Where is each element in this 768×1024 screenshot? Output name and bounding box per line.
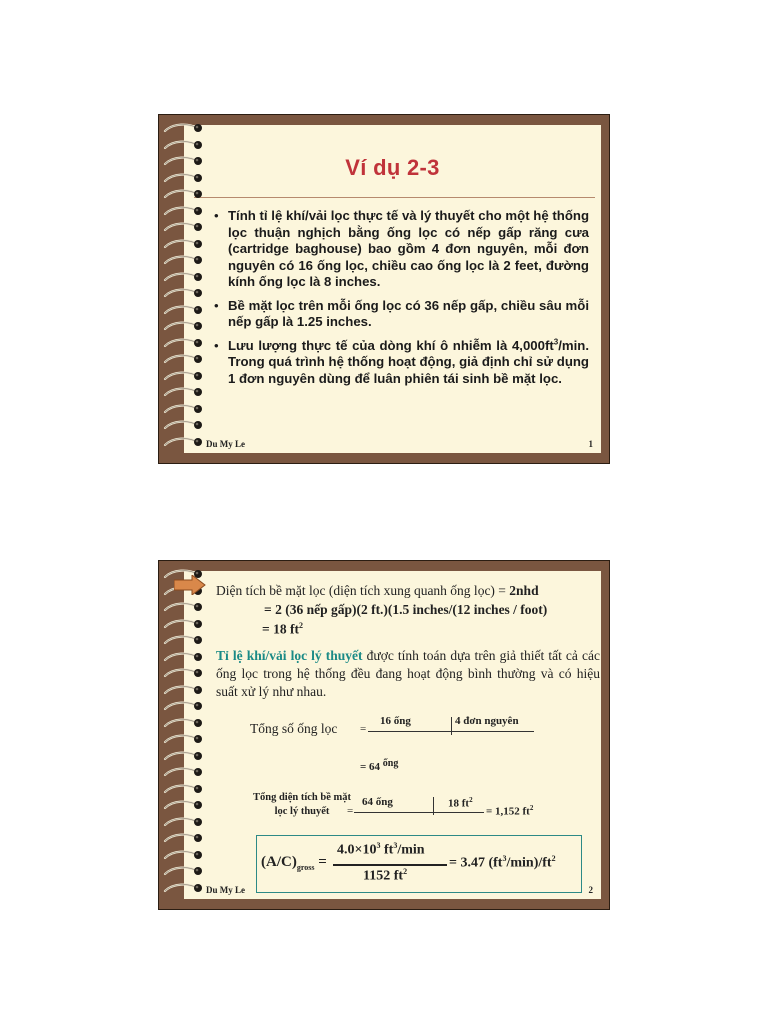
slide-1 <box>158 114 610 464</box>
binding-ring <box>163 732 203 746</box>
slide-2-paper: Diện tích bề mặt lọc (diện tích xung quanh ống lọc) = 2nhd = 2 (36 nếp gấp)(2 ft.)(1.5 inches/(12 inches / foot) = 18 $ft^2$ Tỉ lệ khí/vải lọc lý thuyết được tính toán dựa trên giả thiết tất cả các ống lọc trong hệ thống đều đang hoạt động bình thường và có hiệu suất xử lý như nhau. Tổng số ống lọc = 16 ống 4 đơn nguyên = 64 ống Tổng diện tích bề mặt lọc lý thuyết = 64 ống 18 $ft^2$ = 1,152 $ft^2$ $(A/C)_{gross}$ = $4.0\times 10^3$ $ft^3/\min$ 1152 $ft^2$ = 3.47 $(ft^3/\min)/ft^2$ Du My Le 2 <box>184 571 601 899</box>
binding-ring <box>163 402 203 416</box>
formula-denominator: 1152 $ft^2$ <box>363 867 408 884</box>
fraction-bar <box>368 731 452 732</box>
eq2-numerator: 64 ống <box>362 796 393 808</box>
binding-ring <box>163 683 203 697</box>
binding-ring <box>163 237 203 251</box>
binding-ring <box>163 319 203 333</box>
surface-area-result: = 18 $ft^2$ <box>262 621 303 637</box>
fraction-divider <box>451 717 452 735</box>
bullet-list <box>214 208 589 394</box>
binding-ring <box>163 864 203 878</box>
binding-ring <box>163 121 203 135</box>
binding-ring <box>163 270 203 284</box>
eq2-middle: 18 $ft^2$ <box>448 796 473 810</box>
binding-ring <box>163 352 203 366</box>
binding-ring <box>163 831 203 845</box>
binding-ring <box>163 418 203 432</box>
theory-paragraph: Tỉ lệ khí/vải lọc lý thuyết được tính toán dựa trên giả thiết tất cả các ống lọc trong hệ thống đều đang hoạt động bình thường và có hiệu suất xử lý như nhau. <box>216 648 600 699</box>
formula-box <box>256 835 582 893</box>
formula-numerator: $4.0\times 10^3$ $ft^3/\min$ <box>337 841 425 858</box>
bullet-item: • Tính tỉ lệ khí/vải lọc thực tế và lý thuyết cho một hệ thống lọc thuận nghịch bằng ống lọc có nếp gấp răng cưa (cartridge baghouse) bao gồm 4 đơn nguyên, mỗi đơn nguyên có 16 ống lọc, chiều cao ống lọc là 2 feet, đường kính ống lọc là 8 inches. <box>214 208 589 291</box>
formula-rhs: = 3.47 $(ft^3/\min)/ft^2$ <box>449 854 556 871</box>
binding-ring <box>163 336 203 350</box>
area-label: Tổng diện tích bề mặt lọc lý thuyết <box>252 792 351 817</box>
binding-ring <box>163 798 203 812</box>
binding-ring <box>163 154 203 168</box>
eq2-result: = 1,152 $ft^2$ <box>486 804 534 818</box>
binding-ring <box>163 303 203 317</box>
binding-ring <box>163 187 203 201</box>
eq1-numerator: 16 ống <box>380 715 411 727</box>
surface-area-line: Diện tích bề mặt lọc (diện tích xung quanh ống lọc) = 2nhd <box>216 583 539 598</box>
arrow-icon <box>174 575 206 595</box>
footer-author: Du My Le <box>206 439 245 449</box>
slide-2 <box>158 560 610 910</box>
theory-label: Tỉ lệ khí/vải lọc lý thuyết <box>216 648 363 663</box>
binding-ring <box>163 699 203 713</box>
bullet-item: • Lưu lượng thực tế của dòng khí ô nhiễm là $4,000ft^3/\min$. Trong quá trình hệ thống hoạt động, giả định chỉ sử dụng 1 đơn nguyên dùng để luân phiên tái sinh bề mặt lọc. <box>214 338 589 388</box>
binding-ring <box>163 600 203 614</box>
surface-area-calc: = 2 (36 nếp gấp)(2 ft.)(1.5 inches/(12 inches / foot) <box>264 602 548 617</box>
binding-ring <box>163 138 203 152</box>
binding-ring <box>163 204 203 218</box>
formula-bar <box>333 864 447 866</box>
binding-ring <box>163 848 203 862</box>
page-number: 1 <box>588 439 593 449</box>
binding-ring <box>163 716 203 730</box>
binding-ring <box>163 369 203 383</box>
binding-ring <box>163 633 203 647</box>
binding-ring <box>163 171 203 185</box>
binding-ring <box>163 666 203 680</box>
binding-ring <box>163 815 203 829</box>
page-number: 2 <box>588 885 593 895</box>
binding-ring <box>163 286 203 300</box>
eq1-denominator: 4 đơn nguyên <box>455 715 519 727</box>
eq1-result: = 64 ống <box>360 758 399 773</box>
binding-ring <box>163 650 203 664</box>
slide-title: Ví dụ 2-3 <box>345 155 440 180</box>
footer-author: Du My Le <box>206 885 245 895</box>
title-divider <box>194 197 595 198</box>
bullet-item: • Bề mặt lọc trên mỗi ống lọc có 36 nếp gấp, chiều sâu mỗi nếp gấp là 1.25 inches. <box>214 298 589 331</box>
spiral-binding <box>163 121 203 457</box>
formula-lhs: $(A/C)_{gross}$ = <box>261 854 327 872</box>
binding-ring <box>163 765 203 779</box>
slide-1-paper <box>184 125 601 453</box>
total-tubes-label: Tổng số ống lọc <box>250 721 338 736</box>
binding-ring <box>163 617 203 631</box>
binding-ring <box>163 253 203 267</box>
binding-ring <box>163 881 203 895</box>
binding-ring <box>163 749 203 763</box>
binding-ring <box>163 435 203 449</box>
binding-ring <box>163 220 203 234</box>
binding-ring <box>163 385 203 399</box>
binding-ring <box>163 782 203 796</box>
spiral-binding <box>163 567 203 903</box>
